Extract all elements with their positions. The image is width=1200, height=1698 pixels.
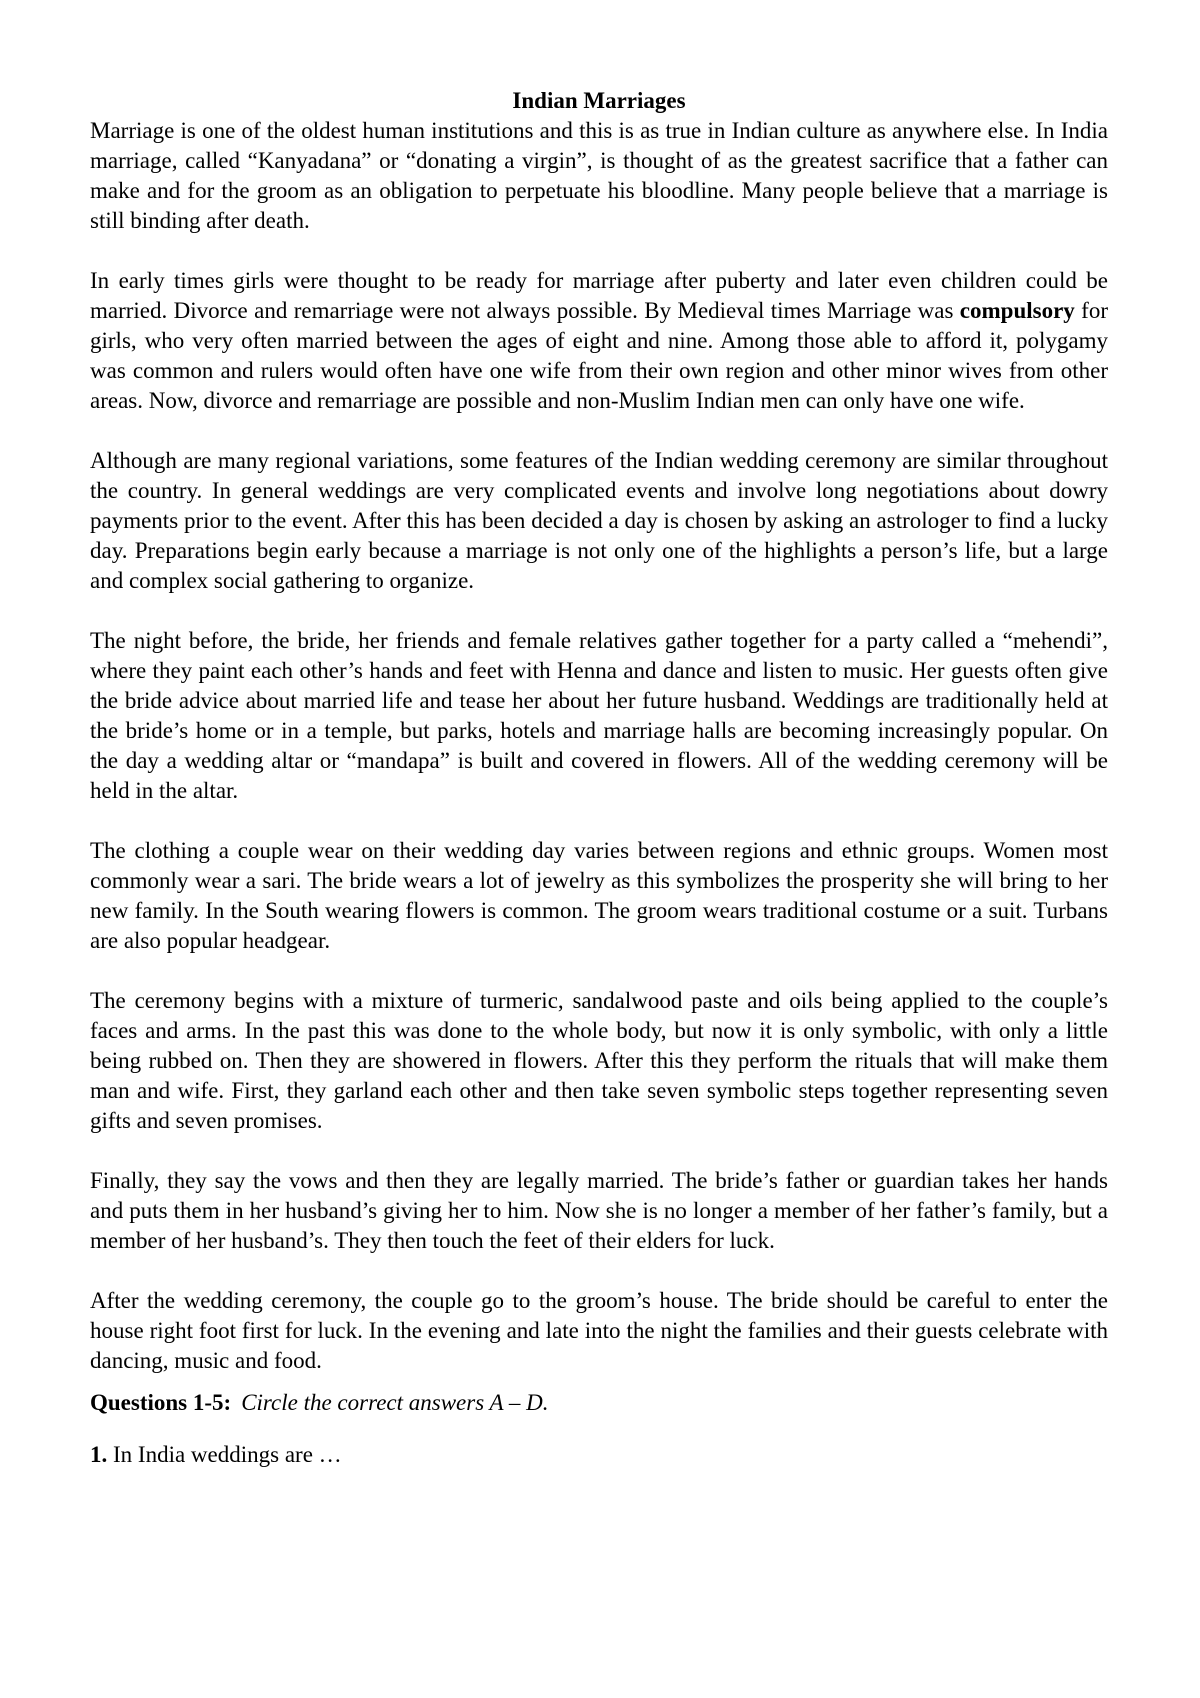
- document-title: Indian Marriages: [512, 88, 686, 113]
- paragraph-3: Although are many regional variations, some features of the Indian wedding ceremony are similar throughout the country. In general weddings are very complicated events and involve long negotiations about dowry payments prior to the event. After this has been decided a day is chosen by asking an astrologer to find a lucky day. Preparations begin early because a marriage is not only one of the highlights a person’s life, but a large and complex social gathering to organize.: [90, 448, 1108, 593]
- questions-instruction: Circle the correct answers A – D.: [241, 1390, 549, 1415]
- paragraph-2: [90, 266, 1108, 416]
- paragraph-5: The clothing a couple wear on their wedding day varies between regions and ethnic groups. Women most commonly wear a sari. The bride wears a lot of jewelry as this symbolizes the prosperity she will bring to her new family. In the South wearing flowers is common. The groom wears traditional costume or a suit. Turbans are also popular headgear.: [90, 838, 1108, 953]
- paragraph-7: Finally, they say the vows and then they are legally married. The bride’s father or guardian takes her hands and puts them in her husband’s giving her to him. Now she is no longer a member of her father’s family, but a member of her husband’s. They then touch the feet of their elders for luck.: [90, 1168, 1108, 1253]
- paragraph-2-text-after: for girls, who very often married between the ages of eight and nine. Among those able to afford it, polygamy was common and rulers would often have one wife from their own region and other minor wives from other areas. Now, divorce and remarriage are possible and non-Muslim Indian men can only have one wife.: [90, 298, 1108, 413]
- question-1-text: In India weddings are …: [107, 1442, 342, 1467]
- question-1: [90, 1440, 1108, 1470]
- paragraph-2-bold-word: compulsory: [959, 298, 1075, 323]
- paragraph-6: The ceremony begins with a mixture of turmeric, sandalwood paste and oils being applied to the couple’s faces and arms. In the past this was done to the whole body, but now it is only symbolic, with only a little being rubbed on. Then they are showered in flowers. After this they perform the rituals that will make them man and wife. First, they garland each other and then take seven symbolic steps together representing seven gifts and seven promises.: [90, 988, 1108, 1133]
- question-1-number: 1.: [90, 1442, 108, 1467]
- paragraph-8: After the wedding ceremony, the couple go to the groom’s house. The bride should be careful to enter the house right foot first for luck. In the evening and late into the night the families and their guests celebrate with dancing, music and food.: [90, 1288, 1108, 1373]
- questions-label: Questions 1-5:: [90, 1390, 232, 1415]
- paragraph-1: Marriage is one of the oldest human institutions and this is as true in Indian culture as anywhere else. In India marriage, called “Kanyadana” or “donating a virgin”, is thought of as the greatest sacrifice that a father can make and for the groom as an obligation to perpetuate his bloodline. Many people believe that a marriage is still binding after death.: [90, 118, 1108, 233]
- paragraph-2-text-before: In early times girls were thought to be ready for marriage after puberty and later even children could be married. Divorce and remarriage were not always possible. By Medieval times Marriage was: [90, 268, 1108, 323]
- questions-header: [90, 1388, 1108, 1418]
- paragraph-4: The night before, the bride, her friends and female relatives gather together for a party called a “mehendi”, where they paint each other’s hands and feet with Henna and dance and listen to music. Her guests often give the bride advice about married life and tease her about her future husband. Weddings are traditionally held at the bride’s home or in a temple, but parks, hotels and marriage halls are becoming increasingly popular. On the day a wedding altar or “mandapa” is built and covered in flowers. All of the wedding ceremony will be held in the altar.: [90, 628, 1108, 803]
